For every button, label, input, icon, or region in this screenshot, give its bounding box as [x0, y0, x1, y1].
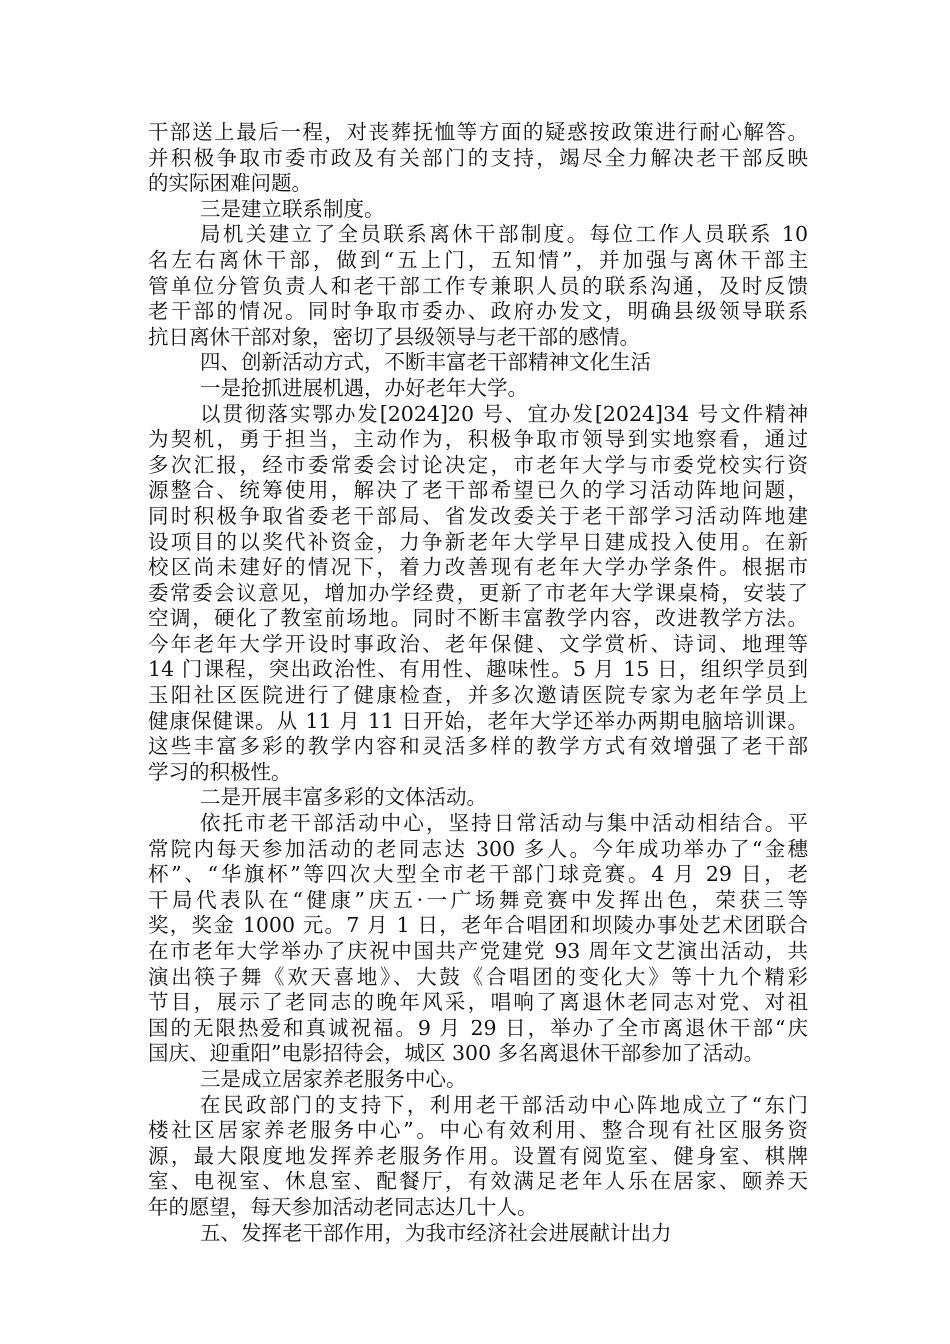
- text-line: 依托市老干部活动中心，坚持日常活动与集中活动相结合。平: [200, 811, 808, 836]
- text-line: 楼社区居家养老服务中心”。中心有效利用、整合现有社区服务资: [148, 1118, 808, 1143]
- text-line: 设项目的以奖代补资金，力争新老年大学早日建成投入使用。在新: [148, 529, 808, 554]
- text-line: 在市老年大学举办了庆祝中国共产党建党 93 周年文艺演出活动，共: [148, 939, 808, 963]
- text-line: 年的愿望，每天参加活动老同志达几十人。: [148, 1194, 538, 1219]
- text-line: 二是开展丰富多彩的文体活动。: [200, 785, 487, 810]
- text-line: 干部送上最后一程，对丧葬抚恤等方面的疑惑按政策进行耐心解答。: [148, 120, 808, 144]
- text-line: 国庆、迎重阳”电影招待会，城区 300 多名离退休干部参加了活动。: [148, 1041, 765, 1066]
- text-line: 名左右离休干部，做到“五上门，五知情”，并加强与离休干部主: [148, 247, 808, 272]
- text-line: 同时积极争取省委老干部局、省发改委关于老干部学习活动阵地建: [148, 503, 808, 528]
- text-line: 节目，展示了老同志的晚年风采，唱响了离退休老同志对党、对祖: [148, 990, 808, 1015]
- text-line: 多次汇报，经市委常委会讨论决定，市老年大学与市委党校实行资: [148, 452, 808, 477]
- text-line: 老干部的情况。同时争取市委办、政府办发文，明确县级领导联系: [148, 299, 808, 324]
- text-line: 源整合、统筹使用，解决了老干部希望已久的学习活动阵地问题，: [148, 478, 808, 503]
- document-page: [148, 120, 808, 1246]
- text-line: 并积极争取市委市政及有关部门的支持，竭尽全力解决老干部反映: [148, 145, 808, 170]
- text-line: 奖，奖金 1000 元。7 月 1 日，老年合唱团和坝陵办事处艺术团联合: [148, 913, 808, 938]
- text-line: 源，最大限度地发挥养老服务作用。设置有阅览室、健身室、棋牌: [148, 1143, 808, 1168]
- text-line: 的实际困难问题。: [148, 171, 312, 196]
- text-line: 局机关建立了全员联系离休干部制度。每位工作人员联系 10: [200, 222, 808, 247]
- text-line: 一是抢抓进展机遇，办好老年大学。: [200, 375, 528, 400]
- text-line: 常院内每天参加活动的老同志达 300 多人。今年成功举办了“金穗: [148, 836, 808, 861]
- text-line: 14 门课程，突出政治性、有用性、趣味性。5 月 15 日，组织学员到: [148, 657, 808, 682]
- text-line: 四、创新活动方式，不断丰富老干部精神文化生活: [200, 350, 651, 375]
- text-line: 五、发挥老干部作用，为我市经济社会进展献计出力: [200, 1220, 672, 1245]
- text-line: 演出筷子舞《欢天喜地》、大鼓《合唱团的变化大》等十九个精彩: [148, 964, 808, 989]
- text-line: 空调，硬化了教室前场地。同时不断丰富教学内容，改进教学方法。: [148, 606, 808, 631]
- text-line: 杯”、“华旗杯”等四次大型全市老干部门球竞赛。4 月 29 日，老: [148, 862, 808, 887]
- text-line: 干局代表队在“健康”庆五·一广场舞竞赛中发挥出色，荣获三等: [148, 887, 808, 912]
- text-line: 管单位分管负责人和老干部工作专兼职人员的联系沟通，及时反馈: [148, 273, 808, 298]
- text-line: 学习的积极性。: [148, 759, 292, 784]
- text-line: 今年老年大学开设时事政治、老年保健、文学赏析、诗词、地理等: [148, 631, 808, 656]
- text-line: 以贯彻落实鄂办发[2024]20 号、宜办发[2024]34 号文件精神: [200, 401, 808, 426]
- text-line: 国的无限热爱和真诚祝福。9 月 29 日，举办了全市离退休干部“庆: [148, 1015, 808, 1040]
- text-line: 委常委会议意见，增加办学经费，更新了市老年大学课桌椅，安装了: [148, 580, 808, 605]
- text-line: 健康保健课。从 11 月 11 日开始，老年大学还举办两期电脑培训课。: [148, 708, 808, 733]
- text-line: 这些丰富多彩的教学内容和灵活多样的教学方式有效增强了老干部: [148, 734, 808, 759]
- text-line: 玉阳社区医院进行了健康检查，并多次邀请医院专家为老年学员上: [148, 683, 808, 708]
- text-line: 三是建立联系制度。: [200, 196, 385, 221]
- text-line: 为契机，勇于担当，主动作为，积极争取市领导到实地察看，通过: [148, 427, 808, 452]
- text-line: 校区尚未建好的情况下，着力改善现有老年大学办学条件。根据市: [148, 555, 808, 580]
- text-line: 抗日离休干部对象，密切了县级领导与老干部的感情。: [148, 324, 640, 349]
- text-line: 室、电视室、休息室、配餐厅，有效满足老年人乐在居家、颐养天: [148, 1169, 808, 1194]
- text-line: 在民政部门的支持下，利用老干部活动中心阵地成立了“东门: [200, 1092, 808, 1117]
- text-line: 三是成立居家养老服务中心。: [200, 1066, 467, 1091]
